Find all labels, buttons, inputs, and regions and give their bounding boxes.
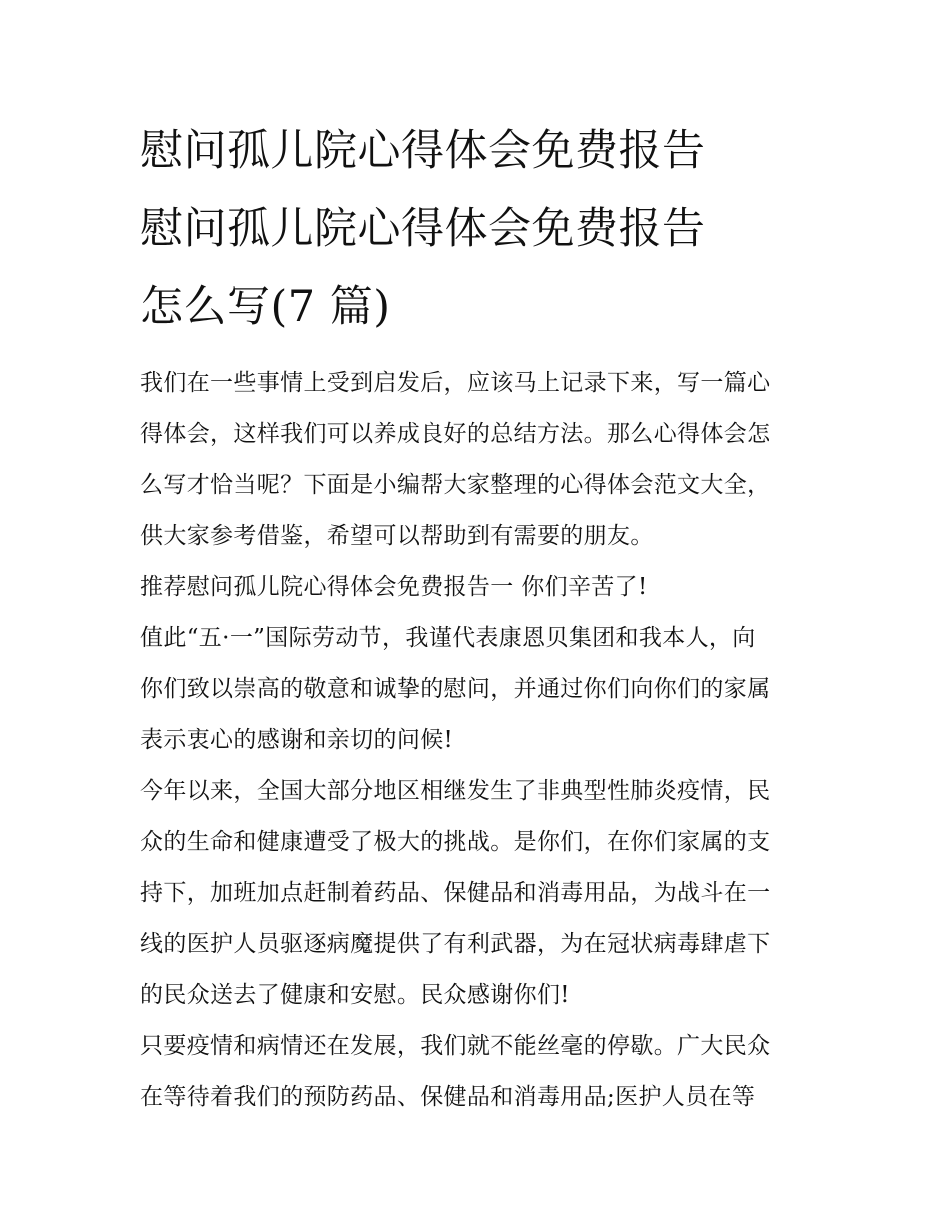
- title-line: 怎么写(7 篇): [140, 282, 391, 332]
- paragraph-line: 持下，加班加点赶制着药品、保健品和消毒用品，为战斗在一: [140, 880, 771, 906]
- intro-paragraph: [140, 358, 815, 562]
- title-line: 慰问孤儿院心得体会免费报告: [140, 126, 706, 176]
- greeting-paragraph: [140, 613, 815, 766]
- paragraph-line: 只要疫情和病情还在发展，我们就不能丝毫的停歇。广大民众: [140, 1033, 771, 1059]
- paragraph-line: 得体会，这样我们可以养成良好的总结方法。那么心得体会怎: [140, 421, 771, 447]
- paragraph-line: 推荐慰问孤儿院心得体会免费报告一 你们辛苦了!: [140, 574, 648, 600]
- section-heading-paragraph: [140, 562, 815, 613]
- paragraph-line: 么写才恰当呢？下面是小编帮大家整理的心得体会范文大全，: [140, 472, 771, 498]
- epidemic-paragraph: [140, 766, 815, 1021]
- paragraph-line: 值此“五·一”国际劳动节，我谨代表康恩贝集团和我本人，向: [140, 625, 756, 651]
- paragraph-line: 我们在一些事情上受到启发后，应该马上记录下来，写一篇心: [140, 370, 771, 396]
- document-title: [140, 112, 815, 346]
- continuation-paragraph: [140, 1021, 815, 1123]
- paragraph-line: 你们致以崇高的敬意和诚挚的慰问，并通过你们向你们的家属: [140, 676, 771, 702]
- paragraph-line: 线的医护人员驱逐病魔提供了有利武器，为在冠状病毒肆虐下: [140, 931, 771, 957]
- paragraph-line: 众的生命和健康遭受了极大的挑战。是你们，在你们家属的支: [140, 829, 771, 855]
- paragraph-line: 在等待着我们的预防药品、保健品和消毒用品;医护人员在等: [140, 1084, 756, 1110]
- paragraph-line: 的民众送去了健康和安慰。民众感谢你们!: [140, 982, 570, 1008]
- document-content: [140, 112, 815, 1123]
- paragraph-line: 今年以来，全国大部分地区相继发生了非典型性肺炎疫情，民: [140, 778, 771, 804]
- paragraph-line: 供大家参考借鉴，希望可以帮助到有需要的朋友。: [140, 523, 654, 549]
- paragraph-line: 表示衷心的感谢和亲切的问候!: [140, 727, 454, 753]
- title-line: 慰问孤儿院心得体会免费报告: [140, 204, 706, 254]
